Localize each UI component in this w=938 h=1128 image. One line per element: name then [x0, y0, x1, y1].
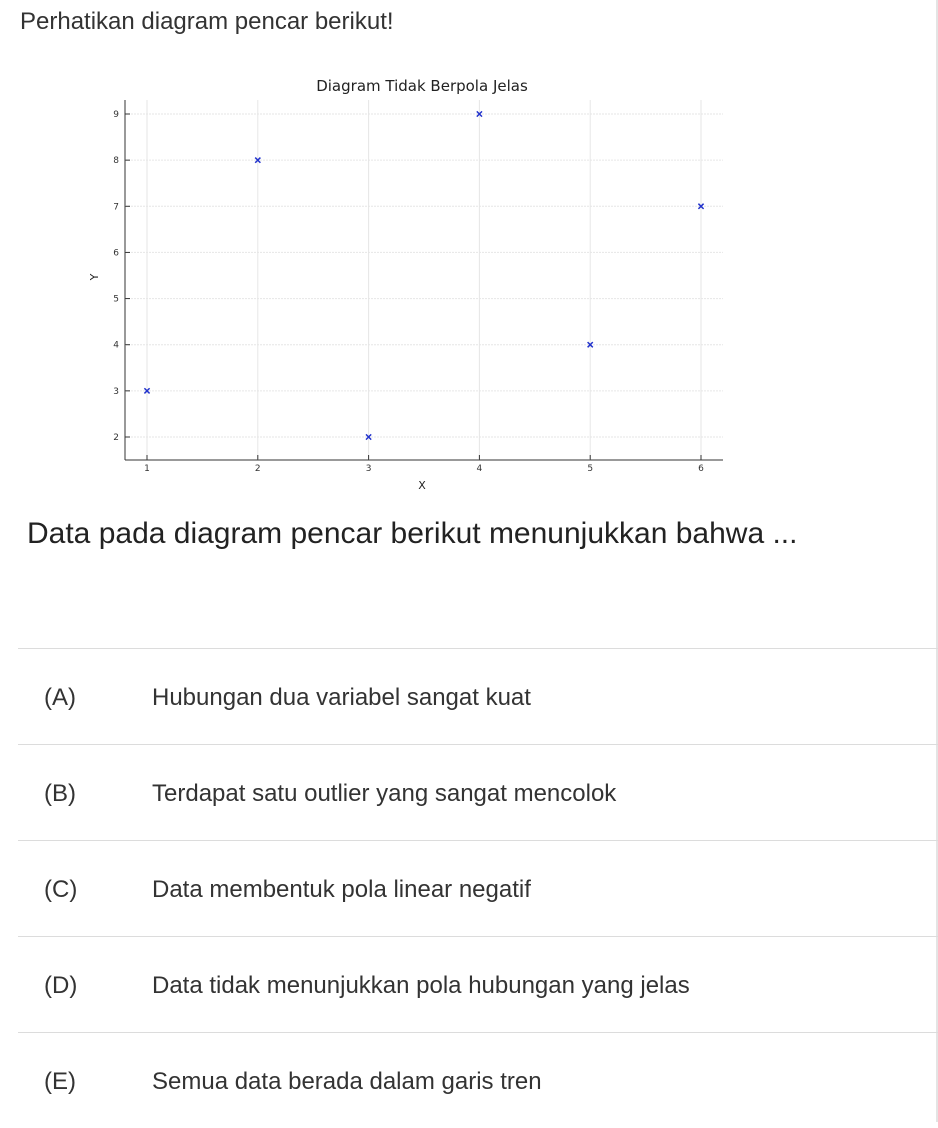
chart-x-axis-label: X — [418, 479, 426, 492]
option-e-text: Semua data berada dalam garis tren — [152, 1068, 542, 1095]
option-d-letter: (D) — [44, 972, 78, 999]
option-e[interactable] — [18, 1032, 938, 1128]
x-tick-label-6: 6 — [698, 464, 704, 474]
y-tick-label-3: 3 — [113, 386, 119, 397]
option-a[interactable] — [18, 648, 938, 744]
y-tick-label-7: 7 — [113, 202, 119, 213]
y-tick-label-2: 2 — [113, 433, 119, 443]
option-c-text: Data membentuk pola linear negatif — [152, 876, 531, 903]
chart-y-axis-label: Y — [88, 273, 101, 281]
scatter-chart — [85, 72, 745, 494]
question-intro: Perhatikan diagram pencar berikut! — [20, 8, 394, 35]
option-a-text: Hubungan dua variabel sangat kuat — [152, 684, 531, 711]
x-tick-label-2: 2 — [254, 464, 261, 474]
y-tick-label-9: 9 — [113, 110, 119, 120]
y-tick-label-6: 6 — [113, 248, 119, 259]
x-tick-label-4: 4 — [476, 464, 483, 474]
y-tick-label-5: 5 — [113, 294, 119, 305]
x-tick-label-1: 1 — [144, 464, 150, 474]
option-c[interactable] — [18, 840, 938, 936]
option-e-letter: (E) — [44, 1068, 76, 1095]
option-b-letter: (B) — [44, 780, 76, 807]
question-prompt: Data pada diagram pencar berikut menunjukkan bahwa ... — [27, 517, 798, 550]
option-a-letter: (A) — [44, 684, 76, 711]
x-tick-label-5: 5 — [587, 464, 594, 474]
option-d[interactable] — [18, 936, 938, 1032]
y-tick-label-4: 4 — [113, 340, 119, 351]
option-c-letter: (C) — [44, 876, 78, 903]
y-tick-label-8: 8 — [113, 156, 119, 167]
option-b[interactable] — [18, 744, 938, 840]
option-b-text: Terdapat satu outlier yang sangat mencolok — [152, 780, 617, 807]
answer-options — [18, 648, 938, 1128]
chart-title: Diagram Tidak Berpola Jelas — [316, 77, 528, 95]
x-tick-label-3: 3 — [365, 464, 372, 474]
option-d-text: Data tidak menunjukkan pola hubungan yang jelas — [152, 972, 690, 999]
scatter-chart-svg — [85, 72, 745, 494]
